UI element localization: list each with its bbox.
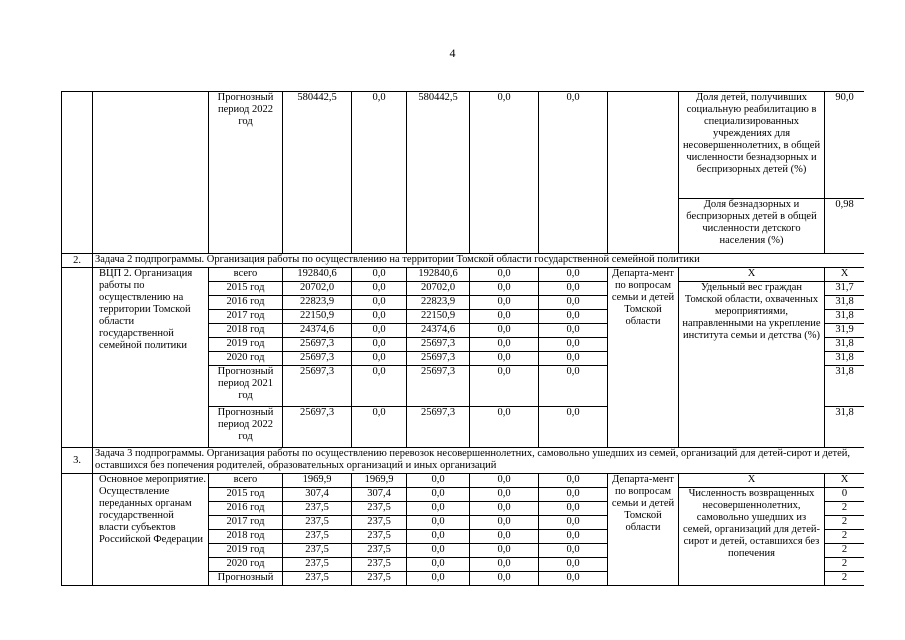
- indicator-value-cell: 90,0: [825, 92, 865, 199]
- value-cell: 0,0: [470, 572, 539, 586]
- period-cell: Прогнозный: [209, 572, 283, 586]
- value-cell: 580442,5: [283, 92, 352, 254]
- name-cell: [93, 92, 209, 254]
- period-cell: 2018 год: [209, 530, 283, 544]
- indicator-value-cell: 2: [825, 516, 865, 530]
- value-cell: 25697,3: [283, 407, 352, 448]
- value-cell: 237,5: [283, 544, 352, 558]
- indicator-value-cell: 2: [825, 530, 865, 544]
- period-cell: 2016 год: [209, 502, 283, 516]
- indicator-value-cell: 31,9: [825, 324, 865, 338]
- indicator-value-cell: 2: [825, 572, 865, 586]
- indicator-cell: Численность возвращенных несовершеннолетних, самовольно ушедших из семей, организаций для детей-сирот и детей, оставшихся без попечения: [679, 488, 825, 586]
- value-cell: 0,0: [470, 544, 539, 558]
- value-cell: 22823,9: [407, 296, 470, 310]
- value-cell: 0,0: [352, 310, 407, 324]
- row-number-cell: [62, 474, 93, 586]
- value-cell: 0,0: [470, 502, 539, 516]
- value-cell: 580442,5: [407, 92, 470, 254]
- period-cell: 2015 год: [209, 488, 283, 502]
- value-cell: 237,5: [352, 530, 407, 544]
- period-cell: 2016 год: [209, 296, 283, 310]
- value-cell: 0,0: [470, 296, 539, 310]
- value-cell: 237,5: [283, 530, 352, 544]
- period-cell: 2019 год: [209, 544, 283, 558]
- indicator-value-cell: 31,8: [825, 407, 865, 448]
- indicator-value-cell: 31,8: [825, 338, 865, 352]
- period-cell: 2020 год: [209, 558, 283, 572]
- period-cell: 2020 год: [209, 352, 283, 366]
- measure-name-cell: ВЦП 2. Организация работы по осуществлению на территории Томской области государственной семейной политики: [93, 268, 209, 448]
- value-cell: 25697,3: [407, 366, 470, 407]
- value-cell: 0,0: [407, 488, 470, 502]
- value-cell: 0,0: [539, 502, 608, 516]
- value-cell: 307,4: [352, 488, 407, 502]
- indicator-cell: Удельный вес граждан Томской области, охваченных мероприятиями, направленными на укрепление института семьи и детства (%): [679, 282, 825, 448]
- value-cell: 22823,9: [283, 296, 352, 310]
- indicator-value-cell: 31,7: [825, 282, 865, 296]
- task-title-cell: Задача 2 подпрограммы. Организация работы по осуществлению на территории Томской области государственной семейной политики: [93, 254, 865, 268]
- table-row: [62, 92, 865, 199]
- indicator-value-cell: 31,8: [825, 296, 865, 310]
- value-cell: 237,5: [352, 502, 407, 516]
- value-cell: 0,0: [352, 92, 407, 254]
- indicator-value-cell: Х: [825, 268, 865, 282]
- task-number-cell: 2.: [62, 254, 93, 268]
- table-row: [62, 448, 865, 474]
- value-cell: 0,0: [352, 324, 407, 338]
- page-number: 4: [449, 46, 456, 60]
- value-cell: 0,0: [470, 474, 539, 488]
- value-cell: 0,0: [539, 338, 608, 352]
- value-cell: 192840,6: [407, 268, 470, 282]
- program-table: [61, 91, 864, 586]
- value-cell: 0,0: [407, 502, 470, 516]
- indicator-value-cell: 0,98: [825, 199, 865, 254]
- period-cell: всего: [209, 268, 283, 282]
- value-cell: 237,5: [352, 516, 407, 530]
- value-cell: 0,0: [470, 338, 539, 352]
- value-cell: 0,0: [470, 324, 539, 338]
- value-cell: 0,0: [470, 366, 539, 407]
- value-cell: 24374,6: [283, 324, 352, 338]
- value-cell: 0,0: [407, 544, 470, 558]
- program-table-frame: [61, 91, 864, 593]
- value-cell: 0,0: [470, 558, 539, 572]
- period-cell: Прогнозный период 2022 год: [209, 407, 283, 448]
- value-cell: 0,0: [407, 530, 470, 544]
- value-cell: 0,0: [539, 516, 608, 530]
- measure-name-cell: Основное мероприятие. Осуществление переданных органам государственной власти субъектов Российской Федерации: [93, 474, 209, 586]
- value-cell: 0,0: [539, 530, 608, 544]
- value-cell: 22150,9: [407, 310, 470, 324]
- value-cell: 0,0: [352, 268, 407, 282]
- value-cell: 1969,9: [352, 474, 407, 488]
- indicator-value-cell: 31,8: [825, 310, 865, 324]
- value-cell: 0,0: [470, 268, 539, 282]
- executor-cell: [608, 92, 679, 254]
- value-cell: 20702,0: [407, 282, 470, 296]
- value-cell: 0,0: [539, 366, 608, 407]
- value-cell: 0,0: [539, 488, 608, 502]
- value-cell: 237,5: [283, 558, 352, 572]
- value-cell: 237,5: [283, 502, 352, 516]
- value-cell: 0,0: [407, 572, 470, 586]
- value-cell: 237,5: [283, 516, 352, 530]
- value-cell: 24374,6: [407, 324, 470, 338]
- value-cell: 0,0: [539, 558, 608, 572]
- indicator-value-cell: Х: [825, 474, 865, 488]
- value-cell: 0,0: [352, 296, 407, 310]
- value-cell: 0,0: [470, 92, 539, 254]
- indicator-value-cell: 2: [825, 558, 865, 572]
- value-cell: 237,5: [352, 572, 407, 586]
- value-cell: 0,0: [407, 558, 470, 572]
- executor-cell: Департа-мент по вопросам семьи и детей Томской области: [608, 268, 679, 448]
- value-cell: 0,0: [470, 282, 539, 296]
- value-cell: 0,0: [470, 516, 539, 530]
- value-cell: 0,0: [539, 352, 608, 366]
- period-cell: Прогнозный период 2021 год: [209, 366, 283, 407]
- period-cell: Прогнозный период 2022 год: [209, 92, 283, 254]
- indicator-value-cell: 0: [825, 488, 865, 502]
- task-title-cell: Задача 3 подпрограммы. Организация работы по осуществлению перевозок несовершеннолетних, самовольно ушедших из семей, организаций для детей-сирот и детей, оставшихся без попечения родителей, образовательных организаций и иных организаций: [93, 448, 865, 474]
- period-cell: 2017 год: [209, 310, 283, 324]
- value-cell: 0,0: [352, 352, 407, 366]
- value-cell: 307,4: [283, 488, 352, 502]
- table-row: [62, 254, 865, 268]
- value-cell: 1969,9: [283, 474, 352, 488]
- value-cell: 0,0: [539, 474, 608, 488]
- period-cell: 2015 год: [209, 282, 283, 296]
- value-cell: 0,0: [539, 92, 608, 254]
- value-cell: 25697,3: [407, 338, 470, 352]
- value-cell: 0,0: [470, 530, 539, 544]
- indicator-cell: Доля безнадзорных и беспризорных детей в общей численности детского населения (%): [679, 199, 825, 254]
- period-cell: всего: [209, 474, 283, 488]
- row-number-cell: [62, 92, 93, 254]
- value-cell: 0,0: [470, 488, 539, 502]
- indicator-value-cell: 31,8: [825, 352, 865, 366]
- value-cell: 0,0: [470, 352, 539, 366]
- value-cell: 0,0: [352, 338, 407, 352]
- value-cell: 0,0: [539, 572, 608, 586]
- value-cell: 0,0: [352, 407, 407, 448]
- value-cell: 0,0: [539, 544, 608, 558]
- value-cell: 20702,0: [283, 282, 352, 296]
- table-row: [62, 268, 865, 282]
- value-cell: 0,0: [539, 310, 608, 324]
- indicator-value-cell: 31,8: [825, 366, 865, 407]
- value-cell: 237,5: [283, 572, 352, 586]
- value-cell: 22150,9: [283, 310, 352, 324]
- value-cell: 25697,3: [283, 352, 352, 366]
- indicator-value-cell: 2: [825, 544, 865, 558]
- value-cell: 0,0: [539, 296, 608, 310]
- period-cell: 2017 год: [209, 516, 283, 530]
- value-cell: 25697,3: [283, 366, 352, 407]
- value-cell: 0,0: [352, 282, 407, 296]
- period-cell: 2018 год: [209, 324, 283, 338]
- task-number-cell: 3.: [62, 448, 93, 474]
- value-cell: 0,0: [407, 474, 470, 488]
- value-cell: 25697,3: [407, 407, 470, 448]
- indicator-cell: Х: [679, 474, 825, 488]
- value-cell: 0,0: [539, 268, 608, 282]
- value-cell: 192840,6: [283, 268, 352, 282]
- value-cell: 0,0: [470, 407, 539, 448]
- value-cell: 0,0: [539, 324, 608, 338]
- value-cell: 0,0: [539, 282, 608, 296]
- value-cell: 0,0: [407, 516, 470, 530]
- row-number-cell: [62, 268, 93, 448]
- table-body: [62, 92, 865, 586]
- executor-cell: Департа-мент по вопросам семьи и детей Томской области: [608, 474, 679, 586]
- period-cell: 2019 год: [209, 338, 283, 352]
- table-row: [62, 474, 865, 488]
- value-cell: 25697,3: [407, 352, 470, 366]
- value-cell: 25697,3: [283, 338, 352, 352]
- value-cell: 237,5: [352, 558, 407, 572]
- indicator-value-cell: 2: [825, 502, 865, 516]
- value-cell: 0,0: [539, 407, 608, 448]
- indicator-cell: Доля детей, получивших социальную реабилитацию в специализированных учреждениях для несовершеннолетних, в общей численности безнадзорных и беспризорных детей (%): [679, 92, 825, 199]
- value-cell: 0,0: [470, 310, 539, 324]
- indicator-cell: Х: [679, 268, 825, 282]
- value-cell: 237,5: [352, 544, 407, 558]
- value-cell: 0,0: [352, 366, 407, 407]
